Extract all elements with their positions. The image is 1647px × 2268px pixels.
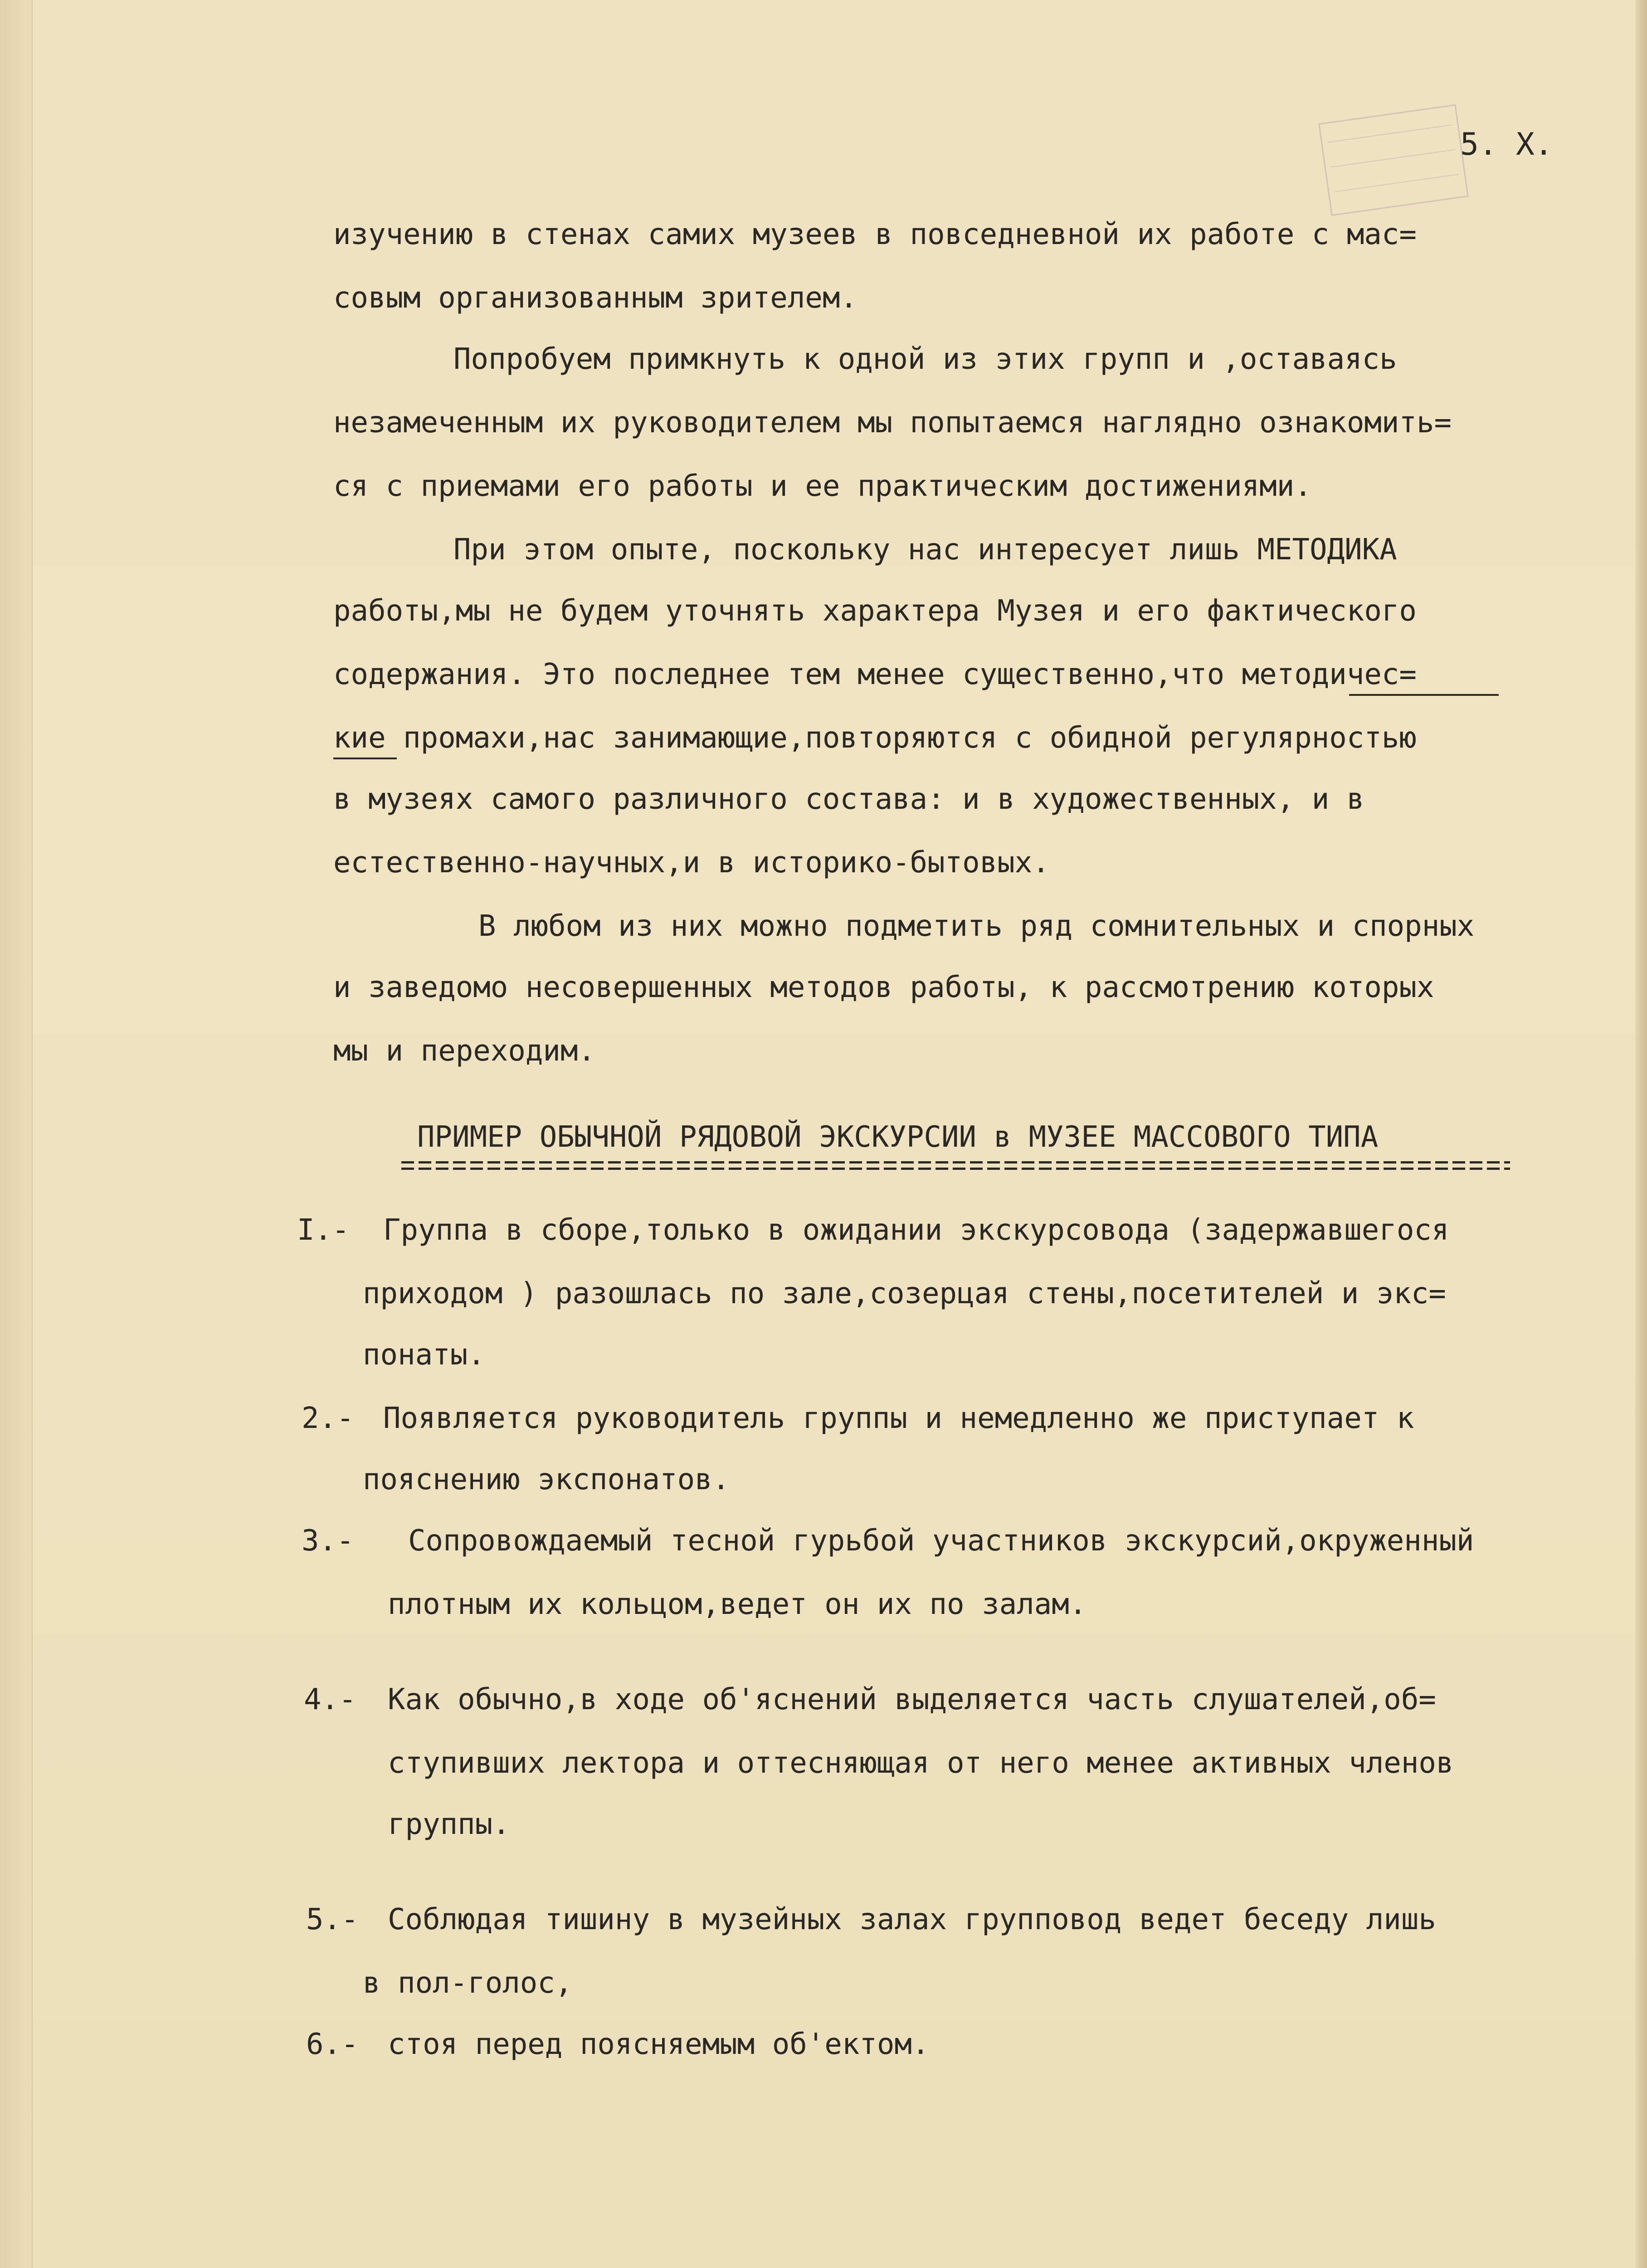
list-item-line: Соблюдая тишину в музейных залах групповод ведет беседу лишь	[388, 1903, 1436, 1936]
section-heading: ПРИМЕР ОБЫЧНОЙ РЯДОВОЙ ЭКСКУРСИИ в МУЗЕЕ МАССОВОГО ТИПА	[417, 1120, 1379, 1154]
paragraph-line: мы и переходим.	[333, 1034, 595, 1068]
list-item-line: Появляется руководитель группы и немедленно же приступает к	[383, 1402, 1414, 1435]
faded-archive-stamp	[1318, 104, 1469, 216]
paragraph-line: и заведомо несовершенных методов работы, к рассмотрению которых	[333, 971, 1434, 1004]
paragraph-line: изучению в стенах самих музеев в повседневной их работе с мас=	[333, 218, 1417, 251]
list-item-line: плотным их кольцом,ведет он их по залам.	[388, 1588, 1087, 1621]
list-item-line: Группа в сборе,только в ожидании экскурсовода (задержавшегося	[383, 1213, 1449, 1247]
paragraph-line: содержания. Это последнее тем менее существенно,что методичес=	[333, 658, 1417, 691]
list-item-line: стоя перед поясняемым об'ектом.	[388, 2028, 930, 2061]
list-item-line: приходом ) разошлась по зале,созерцая стены,посетителей и экс=	[363, 1277, 1446, 1310]
list-item-marker: 6.-	[306, 2028, 359, 2061]
handwritten-underline	[1349, 694, 1499, 696]
handwritten-underline	[333, 758, 397, 759]
stamp-line	[1335, 174, 1459, 192]
list-item-line: ступивших лектора и оттесняющая от него менее активных членов	[388, 1746, 1454, 1780]
list-item-line: понаты.	[363, 1338, 485, 1372]
page-number: 5. X.	[1460, 127, 1553, 162]
list-item-marker: 3.-	[302, 1524, 354, 1558]
underlying-page-edge	[0, 0, 33, 2268]
paragraph-line: работы,мы не будем уточнять характера Музея и его фактического	[333, 594, 1417, 628]
list-item-line: Как обычно,в ходе об'яснений выделяется часть слушателей,об=	[388, 1683, 1436, 1716]
paragraph-line: При этом опыте, поскольку нас интересует лишь МЕТОДИКА	[453, 533, 1397, 567]
page-right-edge	[1635, 0, 1647, 2268]
list-item-marker: 4.-	[304, 1683, 356, 1716]
paragraph-line: кие промахи,нас занимающие,повторяются с обидной регулярностью	[333, 721, 1417, 755]
list-item-line: пояснению экспонатов.	[363, 1463, 730, 1496]
paragraph-line: Попробуем примкнуть к одной из этих групп и ,оставаясь	[453, 342, 1397, 376]
list-item-marker: 2.-	[302, 1402, 354, 1435]
paragraph-line: незамеченным их руководителем мы попытаемся наглядно ознакомить=	[333, 406, 1452, 440]
paragraph-line: ся с приемами его работы и ее практическим достижениями.	[333, 469, 1312, 503]
list-item-marker: I.-	[297, 1213, 350, 1247]
stamp-line	[1331, 149, 1456, 167]
list-item-line: группы.	[388, 1808, 510, 1841]
list-item-line: в пол-голос,	[363, 1966, 573, 2000]
list-item-line: Сопровождаемый тесной гурьбой участников экскурсий,окруженный	[408, 1524, 1474, 1558]
paragraph-line: в музеях самого различного состава: и в художественных, и в	[333, 782, 1364, 816]
paragraph-line: В любом из них можно подметить ряд сомнительных и спорных	[478, 909, 1475, 943]
list-item-marker: 5.-	[306, 1903, 359, 1936]
double-rule-separator	[401, 1161, 1510, 1171]
stamp-line	[1328, 124, 1452, 142]
paragraph-line: совым организованным зрителем.	[333, 281, 858, 315]
paragraph-line: естественно-научных,и в историко-бытовых.	[333, 846, 1050, 880]
